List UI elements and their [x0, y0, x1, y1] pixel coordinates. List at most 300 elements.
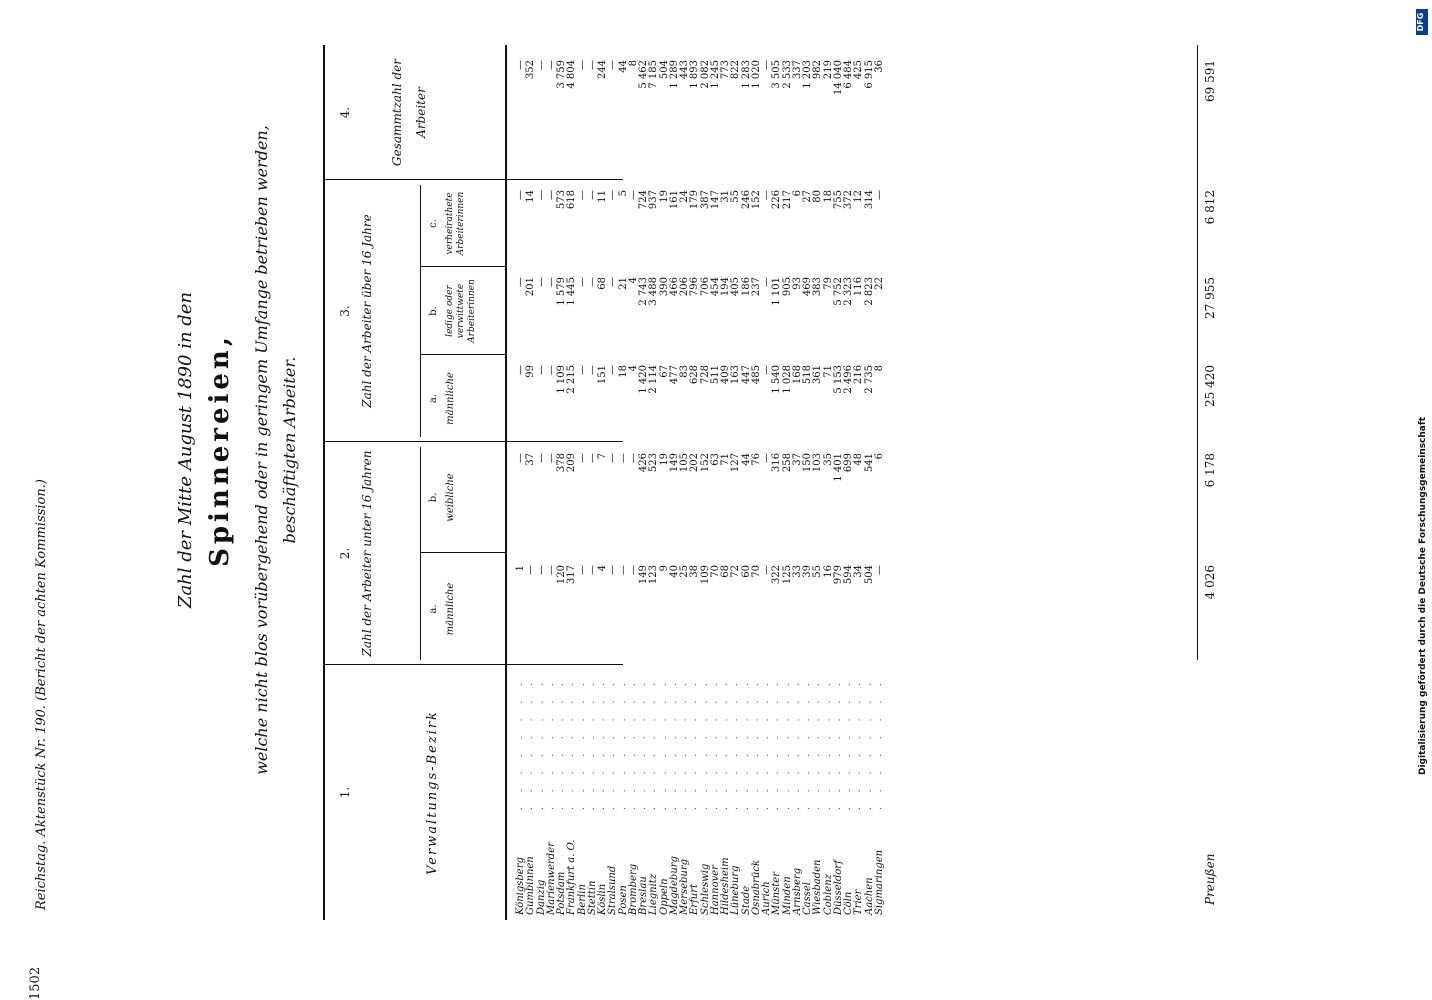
row-cell: 322 — [771, 565, 783, 585]
row-district-name: Hildesheim — [720, 857, 731, 915]
row-cell: 109 — [699, 565, 711, 585]
row-cell: 72 — [730, 565, 742, 578]
row-cell: 1 101 — [771, 277, 783, 306]
row-cell: 3 505 — [771, 60, 783, 89]
row-cell: — — [576, 277, 588, 287]
row-cell: — — [761, 453, 772, 463]
row-cell: 425 — [853, 60, 865, 80]
leader-dots: . . . . . . . . — [586, 677, 597, 810]
row-cell: 27 — [802, 190, 813, 203]
total-value-2b: 6 178 — [1203, 453, 1217, 488]
leader-dots: . . . . . . . . — [576, 677, 587, 810]
page-header: Reichstag. Aktenstück Nr. 190. (Bericht der achten Kommission.) — [34, 479, 49, 910]
row-cell: 905 — [781, 277, 793, 297]
row-district-name: Cassel — [802, 882, 813, 915]
row-cell: — — [627, 190, 639, 200]
row-cell: 706 — [699, 277, 711, 297]
col2-sub-rule — [420, 447, 421, 660]
row-cell: — — [873, 190, 885, 200]
row-cell: 4 804 — [566, 60, 578, 89]
row-cell: 2 533 — [781, 60, 793, 89]
row-cell: 1 109 — [556, 365, 567, 394]
row-cell: 35 — [822, 453, 834, 466]
row-cell: — — [607, 365, 619, 375]
row-cell: 18 — [617, 365, 629, 378]
leader-dots: . . . . . . . . — [843, 677, 853, 810]
row-cell: 34 — [853, 565, 865, 578]
row-cell: 2 082 — [699, 60, 711, 89]
leader-dots: . . . . . . . . — [679, 677, 689, 810]
leader-dots: . . . . . . . . — [627, 677, 638, 810]
row-cell: 426 — [638, 453, 649, 473]
row-district-name: Wiesbaden — [812, 859, 824, 915]
row-cell: 19 — [658, 190, 670, 203]
row-cell: 4 — [627, 277, 639, 284]
row-cell: 9 — [658, 565, 670, 572]
row-cell: — — [586, 365, 598, 375]
row-cell: 469 — [802, 277, 813, 297]
row-cell: 37 — [525, 453, 537, 466]
col1-header: Verwaltungs-Bezirk — [425, 710, 440, 875]
row-cell: 18 — [822, 190, 834, 203]
row-cell: 454 — [709, 277, 721, 297]
row-cell: 5 462 — [638, 60, 649, 89]
row-cell: 246 — [740, 190, 752, 210]
row-cell: 1 893 — [689, 60, 701, 89]
leader-dots: . . . . . . . . — [525, 677, 536, 810]
leader-dots: . . . . . . . . — [730, 677, 741, 810]
row-cell: 163 — [730, 365, 742, 385]
row-cell: 485 — [750, 365, 762, 385]
col2b-label: weibliche — [445, 473, 456, 522]
footer-credit: Digitalisierung gefördert durch die Deutsche Forschungsgemeinschaft — [1418, 416, 1428, 775]
row-district-name: Osnabrück — [750, 859, 762, 915]
leader-dots: . . . . . . . . — [597, 677, 607, 810]
row-cell: 55 — [812, 565, 824, 578]
row-cell: 149 — [638, 565, 649, 585]
row-cell: 409 — [720, 365, 731, 385]
row-district-name: Coblenz — [822, 874, 834, 915]
row-cell: 152 — [699, 453, 711, 473]
row-cell: — — [607, 277, 619, 287]
row-cell: 1 579 — [556, 277, 567, 306]
total-value-2a: 4 026 — [1203, 565, 1217, 600]
row-cell: 161 — [668, 190, 680, 210]
row-district-name: Potsdam — [556, 871, 567, 915]
leader-dots: . . . . . . . . — [699, 677, 710, 810]
row-cell: — — [627, 453, 639, 463]
row-cell: 44 — [740, 453, 752, 466]
row-cell: — — [761, 365, 772, 375]
total-value-3b: 27 955 — [1203, 277, 1217, 319]
row-cell: 60 — [740, 565, 752, 578]
row-cell: — — [607, 60, 619, 70]
row-district-name: Breslau — [638, 876, 649, 915]
row-cell: 80 — [812, 190, 824, 203]
row-cell: — — [761, 277, 772, 287]
row-cell: 982 — [812, 60, 824, 80]
title-line3: welche nicht blos vorübergehend oder in geringem Umfange betrieben werden, — [252, 125, 271, 775]
row-cell: — — [761, 60, 772, 70]
row-cell: — — [627, 565, 639, 575]
row-cell: 724 — [638, 190, 649, 210]
row-district-name: Stralsund — [607, 865, 619, 915]
row-cell: 2 743 — [638, 277, 649, 306]
row-cell: 125 — [781, 565, 793, 585]
row-cell: 12 — [853, 190, 865, 203]
row-cell: 21 — [617, 277, 629, 290]
row-cell: 194 — [720, 277, 731, 297]
row-cell: — — [515, 277, 526, 287]
row-cell: 116 — [853, 277, 865, 297]
row-district-name: Sigmaringen — [873, 849, 885, 915]
row-cell: 7 — [597, 453, 608, 460]
row-district-name: Erfurt — [689, 883, 701, 915]
row-cell: 244 — [597, 60, 608, 80]
row-cell: 216 — [853, 365, 865, 385]
leader-dots: . . . . . . . . — [709, 677, 720, 810]
row-cell: — — [586, 60, 598, 70]
row-cell: 103 — [812, 453, 824, 473]
row-cell: 120 — [556, 565, 567, 585]
row-cell: 149 — [668, 453, 680, 473]
row-district-name: Trier — [853, 889, 865, 915]
row-cell: — — [545, 277, 557, 287]
leader-dots: . . . . . . . . — [873, 677, 884, 810]
col4-header: Gesammtzahl der Arbeiter — [390, 59, 428, 166]
row-cell: 44 — [617, 60, 629, 73]
row-cell: 1 028 — [781, 365, 793, 394]
row-cell: 70 — [709, 565, 721, 578]
row-cell: — — [535, 365, 547, 375]
row-cell: — — [617, 453, 629, 463]
row-cell: 6 — [873, 453, 885, 460]
row-cell: — — [607, 190, 619, 200]
row-cell: 19 — [658, 453, 670, 466]
row-cell: 83 — [679, 365, 690, 378]
leader-dots: . . . . . . . . — [781, 677, 792, 810]
row-cell: 5 752 — [832, 277, 844, 306]
row-cell: 628 — [689, 365, 701, 385]
total-label: Preußen — [1203, 853, 1217, 905]
title-line2: Spinnereien, — [205, 333, 235, 567]
row-cell: 40 — [668, 565, 680, 578]
row-cell: — — [525, 565, 537, 575]
leader-dots: . . . . . . . . — [822, 677, 833, 810]
row-cell: 773 — [720, 60, 731, 80]
row-cell: — — [535, 60, 547, 70]
row-district-name: Köslin — [597, 883, 608, 915]
leader-dots: . . . . . . . . — [668, 677, 679, 810]
row-cell: 618 — [566, 190, 578, 210]
row-cell: 202 — [689, 453, 701, 473]
row-cell: 11 — [597, 190, 608, 203]
row-cell: 1 289 — [668, 60, 680, 89]
row-cell: 186 — [740, 277, 752, 297]
row-cell: 219 — [822, 60, 834, 80]
col3a-label: männliche — [445, 372, 456, 425]
table-header-rule — [505, 45, 507, 920]
col3c-letter: c. — [428, 219, 439, 228]
row-cell: 63 — [709, 453, 721, 466]
row-cell: 7 185 — [648, 60, 660, 89]
leader-dots: . . . . . . . . — [791, 677, 802, 810]
col2b-letter: b. — [428, 492, 439, 503]
row-cell: 1 203 — [802, 60, 813, 89]
col-number-3: 3. — [338, 305, 352, 317]
row-cell: 22 — [873, 277, 885, 290]
row-district-name: Arnsberg — [791, 867, 803, 915]
row-cell: 796 — [689, 277, 701, 297]
row-cell: 979 — [832, 565, 844, 585]
row-cell: 383 — [812, 277, 824, 297]
row-cell: 573 — [556, 190, 567, 210]
leader-dots: . . . . . . . . — [566, 677, 577, 810]
col3-sub-rule — [420, 185, 421, 437]
row-district-name: Posen — [617, 885, 629, 915]
row-cell: 71 — [822, 365, 834, 378]
row-cell: — — [535, 277, 547, 287]
row-cell: — — [515, 190, 526, 200]
row-cell: 55 — [730, 190, 742, 203]
row-cell: 152 — [750, 190, 762, 210]
leader-dots: . . . . . . . . — [832, 677, 843, 810]
row-district-name: Magdeburg — [668, 856, 680, 915]
row-district-name: Schleswig — [699, 863, 711, 915]
row-cell: 337 — [791, 60, 803, 80]
row-cell: 258 — [781, 453, 793, 473]
row-cell: — — [535, 190, 547, 200]
row-cell: — — [515, 365, 526, 375]
row-cell: 352 — [525, 60, 537, 80]
total-value-4: 69 591 — [1203, 60, 1217, 102]
row-cell: 168 — [791, 365, 803, 385]
row-district-name: Berlin — [576, 884, 588, 915]
row-cell: 2 323 — [843, 277, 854, 306]
row-cell: — — [761, 190, 772, 200]
row-cell: 8 — [627, 60, 639, 67]
row-cell: 37 — [791, 453, 803, 466]
row-cell: 79 — [822, 277, 834, 290]
leader-dots: . . . . . . . . — [545, 677, 556, 810]
leader-dots: . . . . . . . . — [658, 677, 669, 810]
row-cell: 151 — [597, 365, 608, 385]
row-cell: 3 759 — [556, 60, 567, 89]
leader-dots: . . . . . . . . — [740, 677, 751, 810]
row-cell: 150 — [802, 453, 813, 473]
row-cell: 541 — [863, 453, 875, 473]
row-cell: — — [586, 190, 598, 200]
row-cell: 201 — [525, 277, 537, 297]
row-cell: 511 — [709, 365, 721, 385]
row-cell: 314 — [863, 190, 875, 210]
row-cell: 447 — [740, 365, 752, 385]
row-cell: 226 — [771, 190, 783, 210]
row-cell: — — [576, 565, 588, 575]
row-cell: 728 — [699, 365, 711, 385]
leader-dots: . . . . . . . . — [771, 677, 782, 810]
row-cell: — — [607, 453, 619, 463]
row-cell: — — [545, 60, 557, 70]
title-line1: Zahl der Mitte August 1890 in den — [175, 291, 196, 609]
row-cell: 36 — [873, 60, 885, 73]
row-district-name: Bromberg — [627, 863, 639, 915]
leader-dots: . . . . . . . . — [515, 677, 525, 810]
row-cell: — — [545, 453, 557, 463]
leader-dots: . . . . . . . . — [761, 677, 771, 810]
title-line4: beschäftigten Arbeiter. — [280, 356, 299, 544]
row-cell: 937 — [648, 190, 660, 210]
row-cell: 594 — [843, 565, 854, 585]
leader-dots: . . . . . . . . — [863, 677, 874, 810]
row-cell: 699 — [843, 453, 854, 473]
row-cell: 123 — [648, 565, 660, 585]
row-cell: 2 735 — [863, 365, 875, 394]
leader-dots: . . . . . . . . — [648, 677, 659, 810]
row-cell: 179 — [689, 190, 701, 210]
row-cell: 2 215 — [566, 365, 578, 394]
row-district-name: Liegnitz — [648, 873, 660, 915]
row-cell: — — [576, 365, 588, 375]
row-cell: — — [761, 565, 772, 575]
table-top-rule — [323, 45, 325, 920]
row-district-name: Marienwerder — [545, 842, 557, 915]
row-cell: 4 — [597, 565, 608, 572]
row-cell: — — [515, 453, 526, 463]
row-district-name: Merseburg — [679, 858, 690, 915]
row-cell: 443 — [679, 60, 690, 80]
leader-dots: . . . . . . . . — [617, 677, 628, 810]
col-number-4: 4. — [338, 106, 352, 119]
row-cell: 523 — [648, 453, 660, 473]
row-cell: 25 — [679, 565, 690, 578]
row-cell: 76 — [750, 453, 762, 466]
row-cell: 4 — [627, 365, 639, 372]
row-cell: 361 — [812, 365, 824, 385]
row-district-name: Münster — [771, 872, 783, 915]
row-district-name: Frankfurt a. O. — [566, 839, 578, 915]
leader-dots: . . . . . . . . — [812, 677, 823, 810]
row-cell: 1 245 — [709, 60, 721, 89]
col-number-2: 2. — [338, 547, 352, 560]
row-cell: 1 020 — [750, 60, 762, 89]
row-cell: 755 — [832, 190, 844, 210]
col-number-1: 1. — [338, 786, 352, 799]
col3b-label: ledige oder verwittwete Arbeiterinnen — [445, 279, 477, 343]
row-cell: 1 420 — [638, 365, 649, 394]
row-cell: — — [535, 565, 547, 575]
row-cell: 6 — [791, 190, 803, 197]
row-cell: 405 — [730, 277, 742, 297]
row-cell: 504 — [863, 565, 875, 585]
row-cell: 518 — [802, 365, 813, 385]
row-cell: — — [535, 453, 547, 463]
row-cell: 1 — [515, 565, 526, 572]
row-cell: 70 — [750, 565, 762, 578]
row-district-name: Danzig — [535, 879, 547, 915]
col3b-letter: b. — [428, 306, 439, 316]
col2a-label: männliche — [445, 582, 456, 636]
row-cell: 317 — [566, 565, 578, 585]
row-cell: 466 — [668, 277, 680, 297]
row-cell: — — [586, 277, 598, 287]
total-value-3a: 25 420 — [1203, 365, 1217, 407]
row-cell: 2 114 — [648, 365, 660, 394]
row-cell: 6 484 — [843, 60, 854, 89]
row-district-name: Lüneburg — [730, 865, 742, 915]
row-cell: — — [617, 565, 629, 575]
leader-dots: . . . . . . . . — [638, 677, 648, 810]
total-rule — [1197, 45, 1198, 660]
leader-dots: . . . . . . . . — [802, 677, 812, 810]
leader-dots: . . . . . . . . — [750, 677, 761, 810]
row-cell: — — [545, 365, 557, 375]
row-cell: 206 — [679, 277, 690, 297]
total-value-3c: 6 812 — [1203, 190, 1217, 225]
row-cell: 68 — [597, 277, 608, 290]
leader-dots: . . . . . . . . — [720, 677, 730, 810]
row-cell: — — [873, 565, 885, 575]
row-cell: 14 — [525, 190, 537, 203]
row-cell: 217 — [781, 190, 793, 210]
row-cell: 48 — [853, 453, 865, 466]
row-cell: 1 540 — [771, 365, 783, 394]
leader-dots: . . . . . . . . — [853, 677, 864, 810]
leader-dots: . . . . . . . . — [607, 677, 618, 810]
col3a-letter: a. — [428, 393, 439, 404]
leader-dots: . . . . . . . . — [689, 677, 700, 810]
row-cell: 2 823 — [863, 277, 875, 306]
row-cell: — — [576, 190, 588, 200]
row-cell: 822 — [730, 60, 742, 80]
row-cell: 24 — [679, 190, 690, 203]
row-cell: 5 153 — [832, 365, 844, 394]
row-district-name: Aurich — [761, 881, 772, 915]
row-cell: — — [586, 453, 598, 463]
col2-header: Zahl der Arbeiter unter 16 Jahren — [360, 450, 374, 657]
col2a-letter: a. — [428, 604, 439, 614]
row-cell: — — [545, 565, 557, 575]
row-district-name: Königsberg — [515, 857, 526, 915]
row-cell: 1 283 — [740, 60, 752, 89]
row-cell: 390 — [658, 277, 670, 297]
row-cell: 5 — [617, 190, 629, 197]
row-cell: 237 — [750, 277, 762, 297]
row-district-name: Cöln — [843, 891, 854, 915]
row-cell: — — [586, 565, 598, 575]
row-cell: — — [576, 60, 588, 70]
row-cell: 1 445 — [566, 277, 578, 306]
row-district-name: Düsseldorf — [832, 860, 844, 915]
row-cell: — — [515, 60, 526, 70]
row-cell: 93 — [791, 277, 803, 290]
row-cell: 387 — [699, 190, 711, 210]
leader-dots: . . . . . . . . — [556, 677, 566, 810]
row-cell: 68 — [720, 565, 731, 578]
row-cell: 127 — [730, 453, 742, 473]
row-cell: 316 — [771, 453, 783, 473]
row-cell: 14 040 — [832, 60, 844, 95]
row-cell: 147 — [709, 190, 721, 210]
row-district-name: Aachen — [863, 877, 875, 915]
row-cell: 378 — [556, 453, 567, 473]
row-cell: 33 — [791, 565, 803, 578]
row-cell: 39 — [802, 565, 813, 578]
row-cell: 31 — [720, 190, 731, 203]
row-cell: — — [545, 190, 557, 200]
row-cell: 16 — [822, 565, 834, 578]
row-cell: 1 401 — [832, 453, 844, 482]
